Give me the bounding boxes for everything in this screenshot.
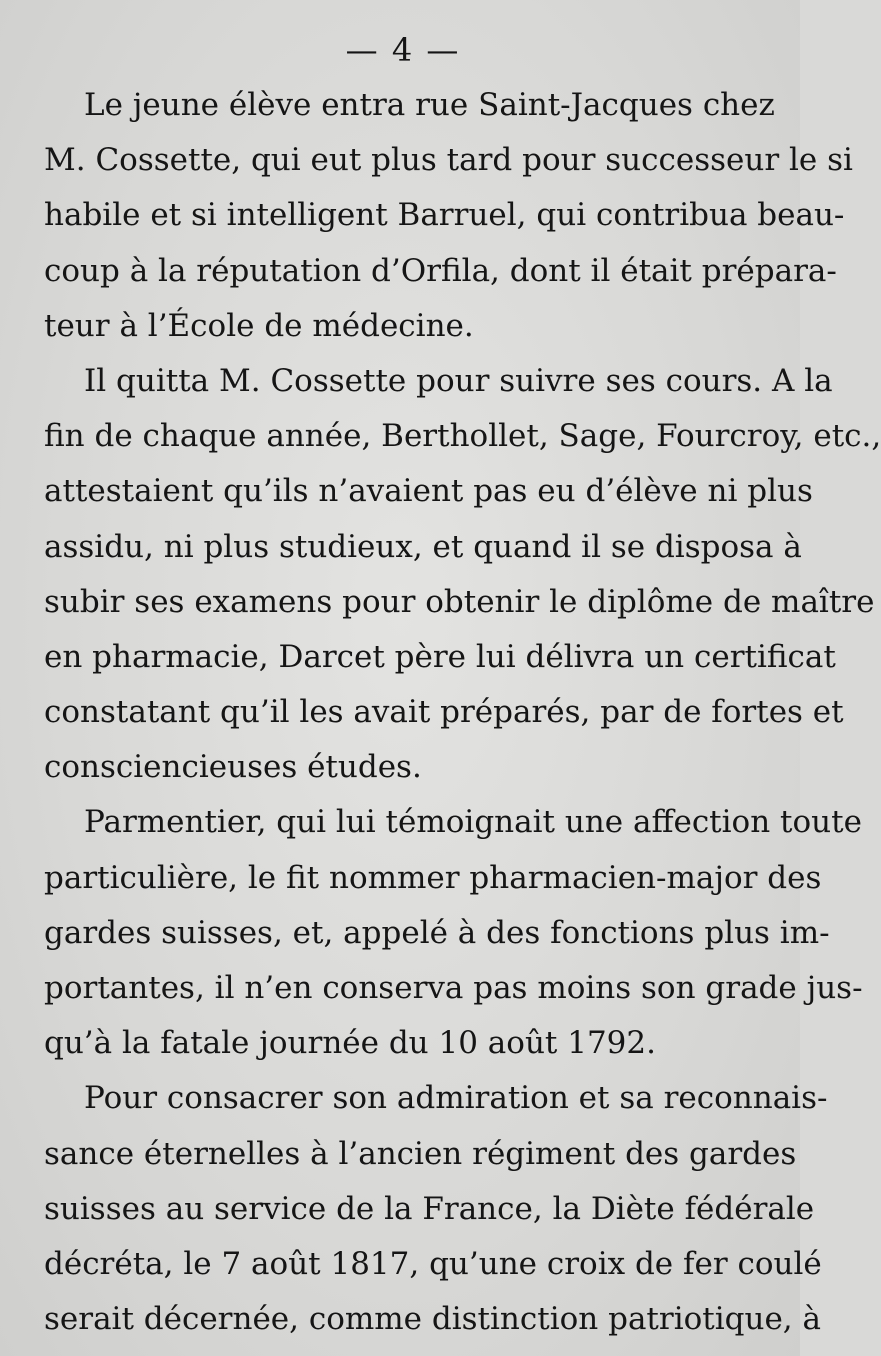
text-line: décréta, le 7 août 1817, qu’une croix de fer coulé xyxy=(44,1245,822,1282)
text-line: particulière, le fit nommer pharmacien-major des xyxy=(44,859,822,896)
text-line: portantes, il n’en conserva pas moins son grade jus- xyxy=(44,970,863,1006)
paragraph-2 xyxy=(44,354,881,796)
text-line: qu’à la fatale journée du 10 août 1792. xyxy=(44,1025,656,1062)
text-line: serait décernée, comme distinction patriotique, à xyxy=(44,1301,821,1338)
text-line: coup à la réputation d’Orfila, dont il était prépara- xyxy=(44,252,837,289)
paragraph-3 xyxy=(44,795,863,1071)
text-line: assidu, ni plus studieux, et quand il se disposa à xyxy=(44,528,802,565)
text-line: gardes suisses, et, appelé à des fonctions plus im- xyxy=(44,914,830,951)
page-number: — 4 — xyxy=(345,31,461,69)
text-line: sance éternelles à l’ancien régiment des gardes xyxy=(44,1135,797,1172)
text-line: Le jeune élève entra rue Saint-Jacques chez xyxy=(84,87,775,123)
text-line: habile et si intelligent Barruel, qui contribua beau- xyxy=(44,197,845,234)
text-line: consciencieuses études. xyxy=(44,749,422,786)
text-line: attestaient qu’ils n’avaient pas eu d’élève ni plus xyxy=(44,473,813,510)
text-line: en pharmacie, Darcet père lui délivra un certificat xyxy=(44,638,836,675)
text-line: teur à l’École de médecine. xyxy=(44,307,474,344)
text-line: fin de chaque année, Berthollet, Sage, Fourcroy, etc., xyxy=(44,418,881,455)
text-line: constatant qu’il les avait préparés, par de fortes et xyxy=(44,694,844,731)
text-line: M. Cossette, qui eut plus tard pour successeur le si xyxy=(44,142,853,179)
paragraph-4 xyxy=(44,1071,828,1347)
text-line: Parmentier, qui lui témoignait une affection toute xyxy=(84,804,862,841)
text-line: suisses au service de la France, la Diète fédérale xyxy=(44,1190,815,1227)
text-line: Pour consacrer son admiration et sa reconnais- xyxy=(84,1080,828,1117)
text-line: subir ses examens pour obtenir le diplôme de maître xyxy=(44,583,875,620)
paragraph-1 xyxy=(44,78,853,354)
text-line: Il quitta M. Cossette pour suivre ses cours. A la xyxy=(84,362,833,399)
